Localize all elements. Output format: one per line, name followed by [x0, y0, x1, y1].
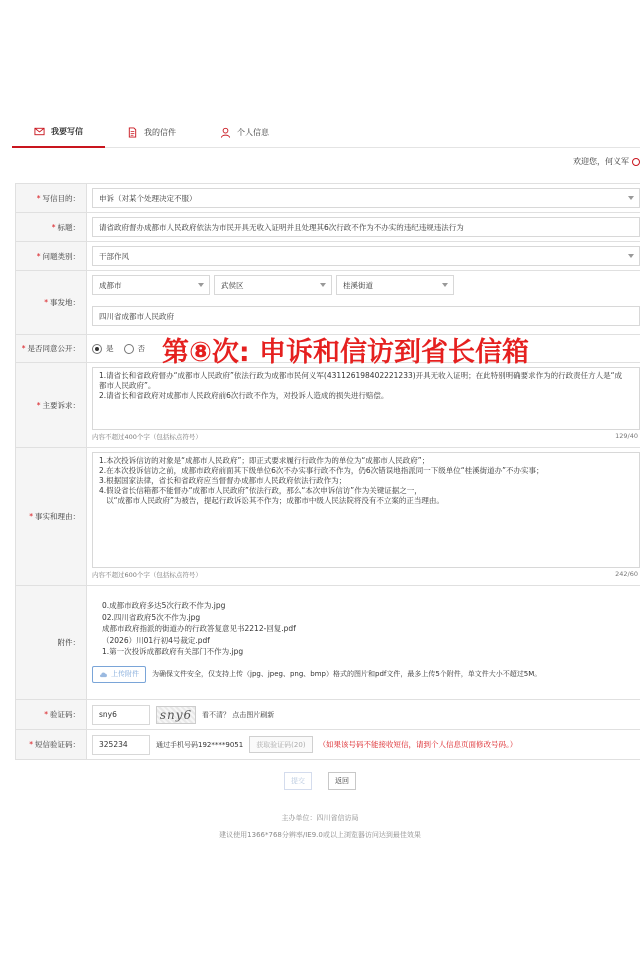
- row-category: [15, 242, 640, 271]
- chevron-down-icon: [442, 283, 448, 287]
- overlay-annotation: 第⑧次: 申诉和信访到省长信箱: [162, 337, 530, 368]
- request-hint: 内容不超过400个字（包括标点符号）: [92, 433, 202, 441]
- tab-write-letter[interactable]: [12, 118, 105, 148]
- request-count: 129/40: [615, 432, 638, 440]
- document-icon: [127, 127, 138, 138]
- attachment-item[interactable]: 0.成都市政府多达5次行政不作为.jpg: [102, 601, 226, 610]
- request-label: * 主要诉求：: [15, 363, 87, 447]
- row-location: [15, 271, 640, 335]
- sms-label: * 短信验证码：: [15, 730, 87, 759]
- reason-count: 242/60: [615, 570, 638, 578]
- submit-button[interactable]: 提交: [284, 772, 312, 790]
- sms-warning: （如果该号码不能接收短信，请到个人信息页面修改号码。）: [318, 740, 518, 749]
- tab-personal-info[interactable]: [198, 118, 291, 148]
- user-icon: [220, 127, 231, 138]
- row-attachments: [15, 586, 640, 700]
- row-purpose: [15, 184, 640, 213]
- footer-organizer: 主办单位：四川省信访局: [281, 814, 359, 822]
- reason-textarea[interactable]: 1.本次投诉信访的对象是“成都市人民政府”；即正式要求履行行政作为的单位为“成都市人民政府”； 2.在本次投诉信访之前，成都市政府前面其下级单位6次不办实事行政不作为，仍6次错误地指派同一下级单位“桂溪街道办”不办实事； 3.根据国家法律，省长和省政府应当督督办成都市人民政府依法行政作为； 4.假设省长信箱都不能督办“成都市人民政府”依法行政，那么“本次申诉信访”作为关键证据之一， 以“成都市人民政府”为被告，提起行政诉讼其不作为；成都市中级人民法院将没有不立案的正当理由。: [92, 452, 640, 568]
- purpose-select[interactable]: 申诉（对某个处理决定不服）: [92, 188, 640, 208]
- envelope-icon: [34, 126, 45, 137]
- upload-button[interactable]: 上传附件: [92, 666, 146, 683]
- district-select[interactable]: 武侯区: [214, 275, 332, 295]
- back-button[interactable]: 返回: [328, 772, 356, 790]
- street-select[interactable]: 桂溪街道: [336, 275, 454, 295]
- category-select[interactable]: 干部作风: [92, 246, 640, 266]
- welcome-text: 欢迎您，何义军: [573, 156, 640, 167]
- public-label: * 是否同意公开：: [15, 335, 87, 362]
- location-label: * 事发地：: [15, 271, 87, 334]
- reason-label: * 事实和理由：: [15, 448, 87, 585]
- tab-label: 我的信件: [144, 128, 176, 137]
- purpose-label: * 写信目的：: [15, 184, 87, 212]
- reason-hint: 内容不超过600个字（包括标点符号）: [92, 571, 202, 579]
- logout-icon[interactable]: [632, 158, 640, 166]
- get-sms-code-button[interactable]: 获取验证码(20): [249, 736, 312, 753]
- captcha-input[interactable]: sny6: [92, 705, 150, 725]
- row-title: [15, 213, 640, 242]
- chevron-down-icon: [198, 283, 204, 287]
- row-reason: [15, 448, 640, 586]
- captcha-image[interactable]: sny6: [156, 706, 196, 724]
- tab-label: 我要写信: [51, 127, 83, 136]
- public-no-radio[interactable]: 否: [124, 343, 146, 354]
- upload-hint: 为确保文件安全，仅支持上传（jpg、jpeg、png、bmp）格式的图片和pdf文件，最多上传5个附件，单文件大小不超过5M。: [152, 670, 542, 678]
- footer: [0, 810, 640, 844]
- attachment-item[interactable]: 成都市政府指派的街道办的行政答复意见书2212-回复.pdf: [102, 624, 296, 633]
- tab-my-letters[interactable]: [105, 118, 198, 148]
- public-yes-radio[interactable]: 是: [92, 343, 114, 354]
- city-select[interactable]: 成都市: [92, 275, 210, 295]
- tab-bar: [12, 118, 640, 148]
- chevron-down-icon: [628, 254, 634, 258]
- title-label: * 标题：: [15, 213, 87, 241]
- attachments-label: 附件：: [15, 586, 87, 699]
- form-buttons: [0, 772, 640, 790]
- attachment-item[interactable]: 1.第一次投诉成都政府有关部门不作为.jpg: [102, 647, 244, 656]
- row-request: [15, 363, 640, 448]
- tab-label: 个人信息: [237, 128, 269, 137]
- chevron-down-icon: [628, 196, 634, 200]
- address-input[interactable]: 四川省成都市人民政府: [92, 306, 640, 326]
- phone-text: 通过手机号码192****9051: [156, 740, 244, 749]
- row-captcha: [15, 700, 640, 730]
- captcha-label: * 验证码：: [15, 700, 87, 729]
- footer-browser-hint: 建议使用1366*768分辨率/IE9.0或以上浏览器访问达到最佳效果: [219, 831, 421, 839]
- attachment-list: [92, 590, 640, 664]
- cloud-upload-icon: [99, 671, 108, 678]
- chevron-down-icon: [320, 283, 326, 287]
- category-label: * 问题类别：: [15, 242, 87, 270]
- captcha-refresh-link[interactable]: 看不清？ 点击图片刷新: [202, 710, 275, 719]
- title-input[interactable]: 请省政府督办成都市人民政府依法为市民开具无收入证明并且处理其6次行政不作为不办实的违纪违规违法行为: [92, 217, 640, 237]
- request-textarea[interactable]: 1.请省长和省政府督办“成都市人民政府”依法行政为成都市民何义军(431126198402221233)开具无收入证明；在此特别明确要求作为的行政责任方人是“成 都市人民政府”。 2.请省长和省政府对成都市人民政府前6次行政不作为，对投诉人造成的损失进行赔偿。: [92, 367, 640, 430]
- letter-form: [15, 183, 640, 760]
- sms-code-input[interactable]: 325234: [92, 735, 150, 755]
- row-sms: [15, 730, 640, 760]
- attachment-item[interactable]: 02.四川省政府5次不作为.jpg: [102, 612, 201, 622]
- attachment-item[interactable]: （2026）川01行初4号裁定.pdf: [102, 635, 210, 645]
